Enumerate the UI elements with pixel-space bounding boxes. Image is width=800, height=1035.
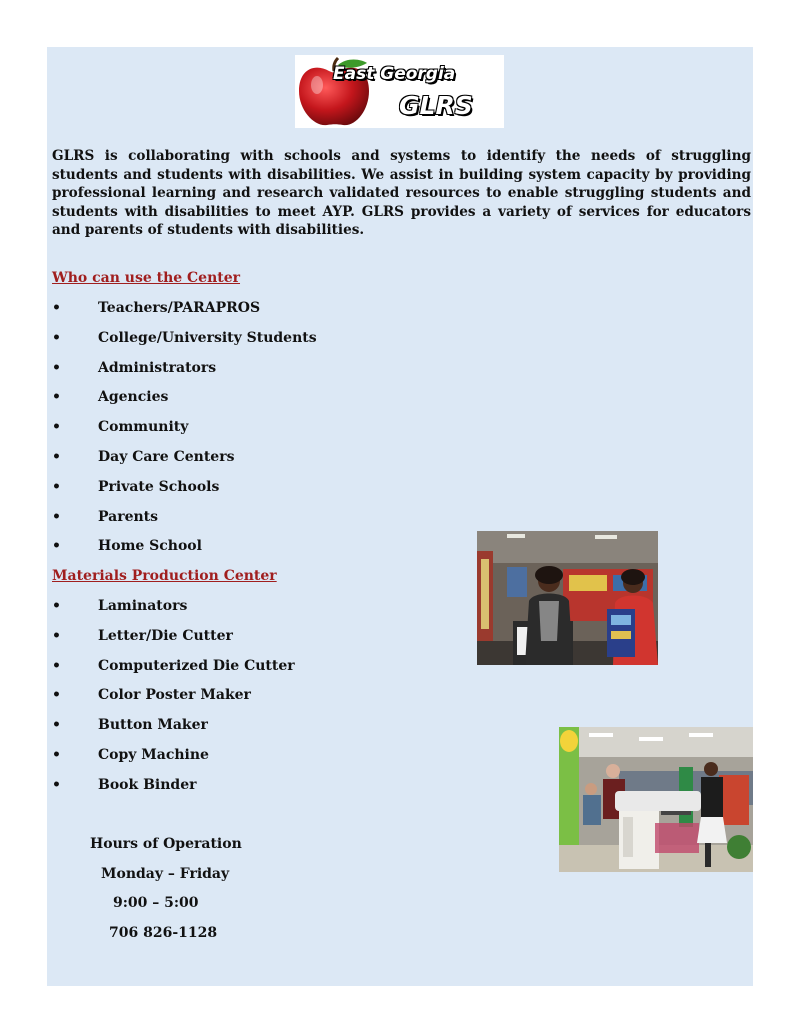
logo-text-glrs: GLRS bbox=[399, 91, 473, 120]
intro-paragraph: GLRS is collaborating with schools and systems to identify the needs of struggling students and students with disabilities. We assist in building system capacity by providing professional learning and research validated resources to enable struggling students and students with disabilities to meet AYP. GLRS provides a variety of services for educators and parents of students with disabilities. bbox=[52, 148, 751, 239]
bullet-icon: • bbox=[52, 508, 61, 525]
list-item-label: Community bbox=[98, 419, 189, 436]
list-item-label: Letter/Die Cutter bbox=[98, 627, 233, 644]
hours-days: Monday – Friday bbox=[101, 866, 230, 882]
phone-number: 706 826-1128 bbox=[109, 925, 218, 941]
list-item-label: Button Maker bbox=[98, 717, 208, 734]
bullet-icon: • bbox=[52, 627, 61, 644]
bullet-icon: • bbox=[52, 478, 61, 495]
bullet-icon: • bbox=[52, 359, 61, 376]
list-item-label: Parents bbox=[98, 508, 159, 525]
bullet-icon: • bbox=[52, 538, 61, 555]
east-georgia-glrs-logo bbox=[295, 55, 504, 128]
logo-text-east-georgia: East Georgia bbox=[333, 64, 456, 84]
bullet-icon: • bbox=[52, 598, 61, 614]
list-item-label: Home School bbox=[98, 538, 202, 555]
who-can-use-heading: Who can use the Center bbox=[52, 270, 241, 286]
list-item-label: Teachers/PARAPROS bbox=[98, 300, 261, 316]
list-item-label: Copy Machine bbox=[98, 746, 209, 763]
bullet-icon: • bbox=[52, 776, 61, 793]
list-item-label: Laminators bbox=[98, 598, 188, 614]
bullet-icon: • bbox=[52, 419, 61, 436]
bullet-icon: • bbox=[52, 329, 61, 346]
production-room-photo bbox=[559, 727, 753, 872]
list-item-label: Computerized Die Cutter bbox=[98, 657, 295, 674]
bullet-icon: • bbox=[52, 657, 61, 674]
bullet-icon: • bbox=[52, 448, 61, 465]
list-item-label: Agencies bbox=[98, 389, 169, 406]
flyer-page bbox=[47, 47, 753, 986]
bullet-icon: • bbox=[52, 389, 61, 406]
bullet-icon: • bbox=[52, 300, 61, 316]
materials-production-heading: Materials Production Center bbox=[52, 568, 277, 584]
staff-photo bbox=[477, 531, 658, 665]
hours-title: Hours of Operation bbox=[90, 836, 242, 852]
list-item-label: Administrators bbox=[98, 359, 217, 376]
bullet-icon: • bbox=[52, 717, 61, 734]
bullet-icon: • bbox=[52, 746, 61, 763]
list-item-label: College/University Students bbox=[98, 329, 317, 346]
bullet-icon: • bbox=[52, 687, 61, 704]
list-item-label: Book Binder bbox=[98, 776, 197, 793]
list-item-label: Private Schools bbox=[98, 478, 220, 495]
list-item-label: Color Poster Maker bbox=[98, 687, 251, 704]
hours-time: 9:00 – 5:00 bbox=[113, 895, 199, 911]
list-item-label: Day Care Centers bbox=[98, 448, 235, 465]
